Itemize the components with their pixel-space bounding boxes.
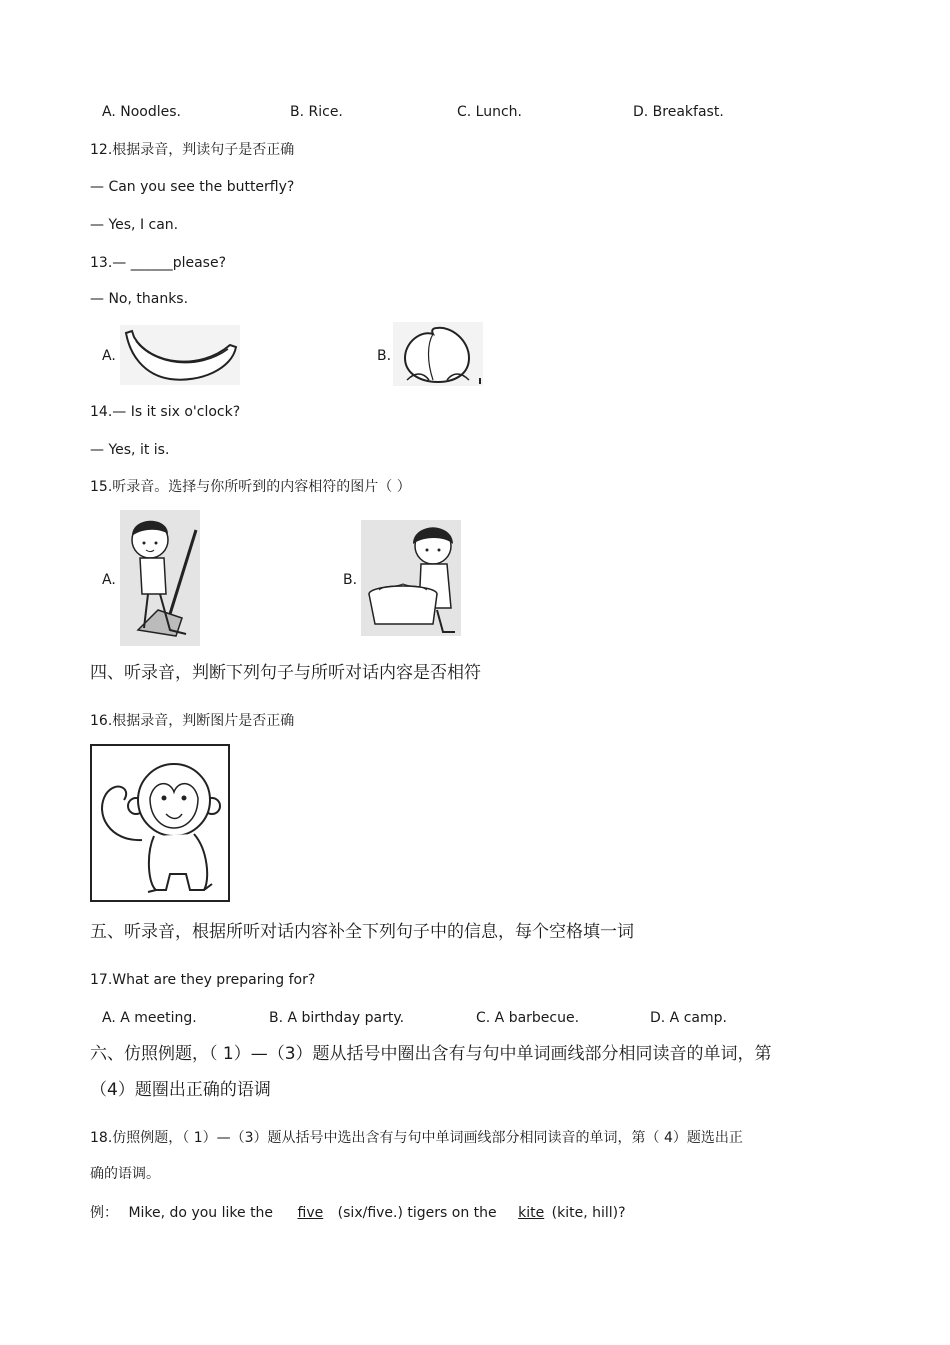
example-answer-blank2: kite — [518, 1205, 545, 1221]
peach-icon — [393, 322, 483, 386]
q18-prompt-line1: 18.仿照例题，（ 1）—（3）题从括号中选出含有与句中单词画线部分相同读音的单词，第（ 4）题选出正 — [90, 1130, 743, 1146]
boy-sweeping-icon — [120, 510, 200, 646]
q11-option-a: A. Noodles. — [102, 104, 181, 120]
q15-prompt: 15.听录音。选择与你所听到的内容相符的图片（ ） — [90, 479, 411, 495]
example-answer-blank1: five — [297, 1205, 324, 1221]
q13-option-a-label: A. — [102, 348, 116, 364]
q14-prompt: 14.— Is it six o'clock? — [90, 404, 241, 420]
q13-prompt: 13.— ______please? — [90, 255, 227, 271]
boy-washing-icon — [361, 520, 461, 636]
q17-prompt: 17.What are they preparing for? — [90, 972, 316, 988]
q11-option-b: B. Rice. — [290, 104, 343, 120]
q12-dialog-line1: — Can you see the butterfly? — [90, 179, 295, 195]
example-label: 例： — [90, 1205, 118, 1221]
q13-option-b-label: B. — [377, 348, 392, 364]
q12-dialog-line2: — Yes, I can. — [90, 217, 179, 233]
q15-option-a-label: A. — [102, 572, 116, 588]
q17-option-d: D. A camp. — [650, 1010, 727, 1026]
example-part3: (kite, hill)? — [551, 1205, 626, 1221]
section4-heading: 四、听录音，判断下列句子与所听对话内容是否相符 — [90, 663, 481, 683]
q17-option-a: A. A meeting. — [102, 1010, 197, 1026]
q16-prompt: 16.根据录音，判断图片是否正确 — [90, 713, 295, 729]
q18-prompt-line2: 确的语调。 — [90, 1166, 160, 1182]
q13-reply: — No, thanks. — [90, 291, 189, 307]
section6-heading-line1: 六、仿照例题，（ 1）—（3）题从括号中圈出含有与句中单词画线部分相同读音的单词，第 — [90, 1044, 772, 1064]
monkey-icon — [90, 744, 230, 902]
q11-option-d: D. Breakfast. — [633, 104, 724, 120]
q17-option-c: C. A barbecue. — [476, 1010, 580, 1026]
q12-prompt: 12.根据录音，判读句子是否正确 — [90, 142, 295, 158]
example-part1: Mike, do you like the — [128, 1205, 274, 1221]
section5-heading: 五、听录音，根据所听对话内容补全下列句子中的信息，每个空格填一词 — [90, 922, 634, 942]
q14-reply: — Yes, it is. — [90, 442, 170, 458]
example-part2: (six/five.) tigers on the — [337, 1205, 497, 1221]
q15-option-b-label: B. — [343, 572, 358, 588]
q18-example — [90, 1204, 626, 1222]
section6-heading-line2: （4）题圈出正确的语调 — [90, 1080, 271, 1100]
q17-option-b: B. A birthday party. — [269, 1010, 405, 1026]
banana-icon — [120, 325, 240, 385]
q11-option-c: C. Lunch. — [457, 104, 522, 120]
